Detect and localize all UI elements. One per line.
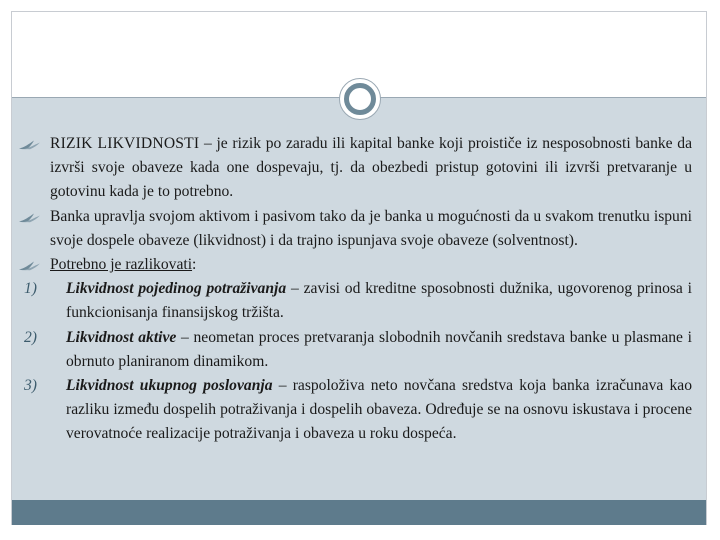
numbered-item-3 <box>18 374 692 447</box>
underlined-phrase: Potrebno je razlikovati <box>50 256 193 274</box>
numbered-body: – raspoloživa neto novčana sredstva koja banka izračunava kao razliku između dospelih potraživanja i dospelih obaveza. Određuje se na osnovu iskustava i procene verovatnoće realizacije potraživanja i obaveza u roku dospeća. <box>66 377 692 443</box>
numbered-item-1 <box>18 277 692 325</box>
bullet-term: RIZIK LIKVIDNOSTI <box>50 135 200 152</box>
bullet-item-rizik-likvidnosti <box>18 132 692 205</box>
wing-bullet-icon <box>18 212 44 223</box>
numbered-item-2 <box>18 326 692 374</box>
numbered-body: – neometan proces pretvaranja slobodnih novčanih sredstava banke u plasmane i obrnuto planiranom dinamikom. <box>66 328 692 370</box>
bullet-text <box>50 205 692 253</box>
item-number: 1) <box>24 280 37 298</box>
bullet-item-potrebno-je-razlikovati <box>18 253 692 277</box>
numbered-text <box>66 326 692 374</box>
numbered-term: Likvidnost aktive <box>66 328 177 346</box>
numbered-text <box>66 374 692 447</box>
numbered-term: Likvidnost pojedinog potraživanja <box>66 280 287 298</box>
bullet-body: Banka upravlja svojom aktivom i pasivom tako da je banka u mogućnosti da u svakom trenutku ispuni svoje dospele obaveze (likvidnost) i da trajno ispunjava svoje obaveze (solventnost). <box>50 207 692 249</box>
bullet-item-banka-upravlja <box>18 205 692 253</box>
bullet-body: – je rizik po zaradu ili kapital banke koji proističe iz nesposobnosti banke da izvrši svoje obaveze kada one dospevaju, tj. da obezbedi pristup gotovini ili izvrši pretvaranje u gotovinu kada je to potrebno. <box>50 135 692 201</box>
item-number: 3) <box>24 377 37 395</box>
bullet-body: : <box>192 256 197 274</box>
circle-ornament-icon <box>339 78 381 120</box>
bottom-accent-bar <box>12 500 706 525</box>
bullet-text <box>50 132 692 205</box>
wing-bullet-icon <box>18 139 44 150</box>
numbered-text <box>66 277 692 325</box>
numbered-term: Likvidnost ukupnog poslovanja <box>66 377 273 395</box>
wing-bullet-icon <box>18 260 44 271</box>
numbered-body: – zavisi od kreditne sposobnosti dužnika, ugovorenog prinosa i funkcionisanja finansijskog tržišta. <box>66 280 692 322</box>
item-number: 2) <box>24 328 37 346</box>
slide-body <box>18 132 692 447</box>
bullet-text <box>50 253 692 277</box>
circle-ornament-inner <box>344 83 376 115</box>
